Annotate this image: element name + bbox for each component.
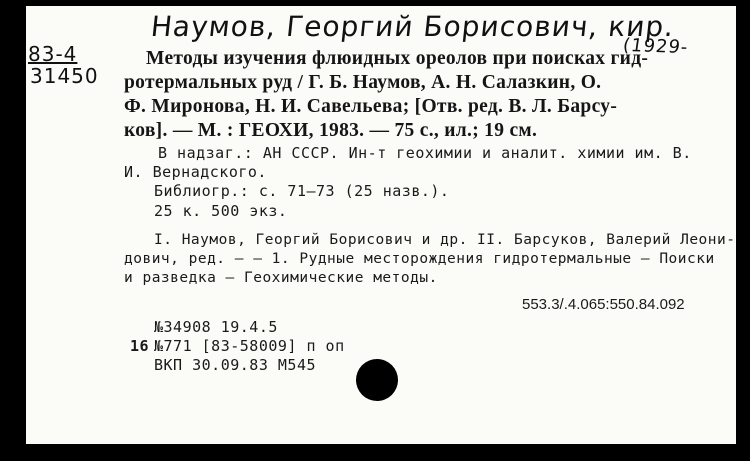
handwritten-author-heading: Наумов, Георгий Борисович, кир. <box>149 10 676 43</box>
footer-number-line: №34908 19.4.5 <box>154 318 278 336</box>
note-bibliography: Библиогр.: с. 71—73 (25 назв.). <box>154 182 450 200</box>
title-line-4: ков]. — М. : ГЕОХИ, 1983. — 75 с., ил.; 19 см. <box>124 120 538 141</box>
handwritten-years: (1929- <box>621 34 690 59</box>
note-price-run: 25 к. 500 экз. <box>154 202 288 220</box>
footer-prefix: 16 <box>130 337 150 355</box>
catalog-card <box>26 6 736 444</box>
footer-vkp-line: ВКП 30.09.83 М545 <box>154 356 317 374</box>
handwritten-accession-1: 83-4 <box>28 42 78 66</box>
punch-hole <box>356 359 398 401</box>
tracing-line-2: дович, ред. — — 1. Рудные месторождения гидротермальные — Поиски <box>124 251 715 267</box>
footer-order-line: №771 [83-58009] п оп <box>154 337 345 355</box>
tracing-line-3: и разведка — Геохимические методы. <box>124 270 438 286</box>
handwritten-accession-2: 31450 <box>30 64 99 88</box>
note-sponsor: В надзаг.: АН СССР. Ин-т геохимии и аналит. химии им. В. <box>158 144 692 162</box>
title-line-2: ротермальных руд / Г. Б. Наумов, А. Н. Салазкин, О. <box>124 72 602 93</box>
tracing-line-1: I. Наумов, Георгий Борисович и др. II. Барсуков, Валерий Леони- <box>154 232 736 248</box>
title-line-3: Ф. Миронова, Н. И. Савельева; [Отв. ред. В. Л. Барсу- <box>124 96 618 117</box>
note-sponsor-cont: И. Вернадского. <box>124 163 267 181</box>
classification-number: 553.3/.4.065:550.84.092 <box>522 296 685 313</box>
title-line-1: Методы изучения флюидных ореолов при поисках гид- <box>146 48 649 69</box>
